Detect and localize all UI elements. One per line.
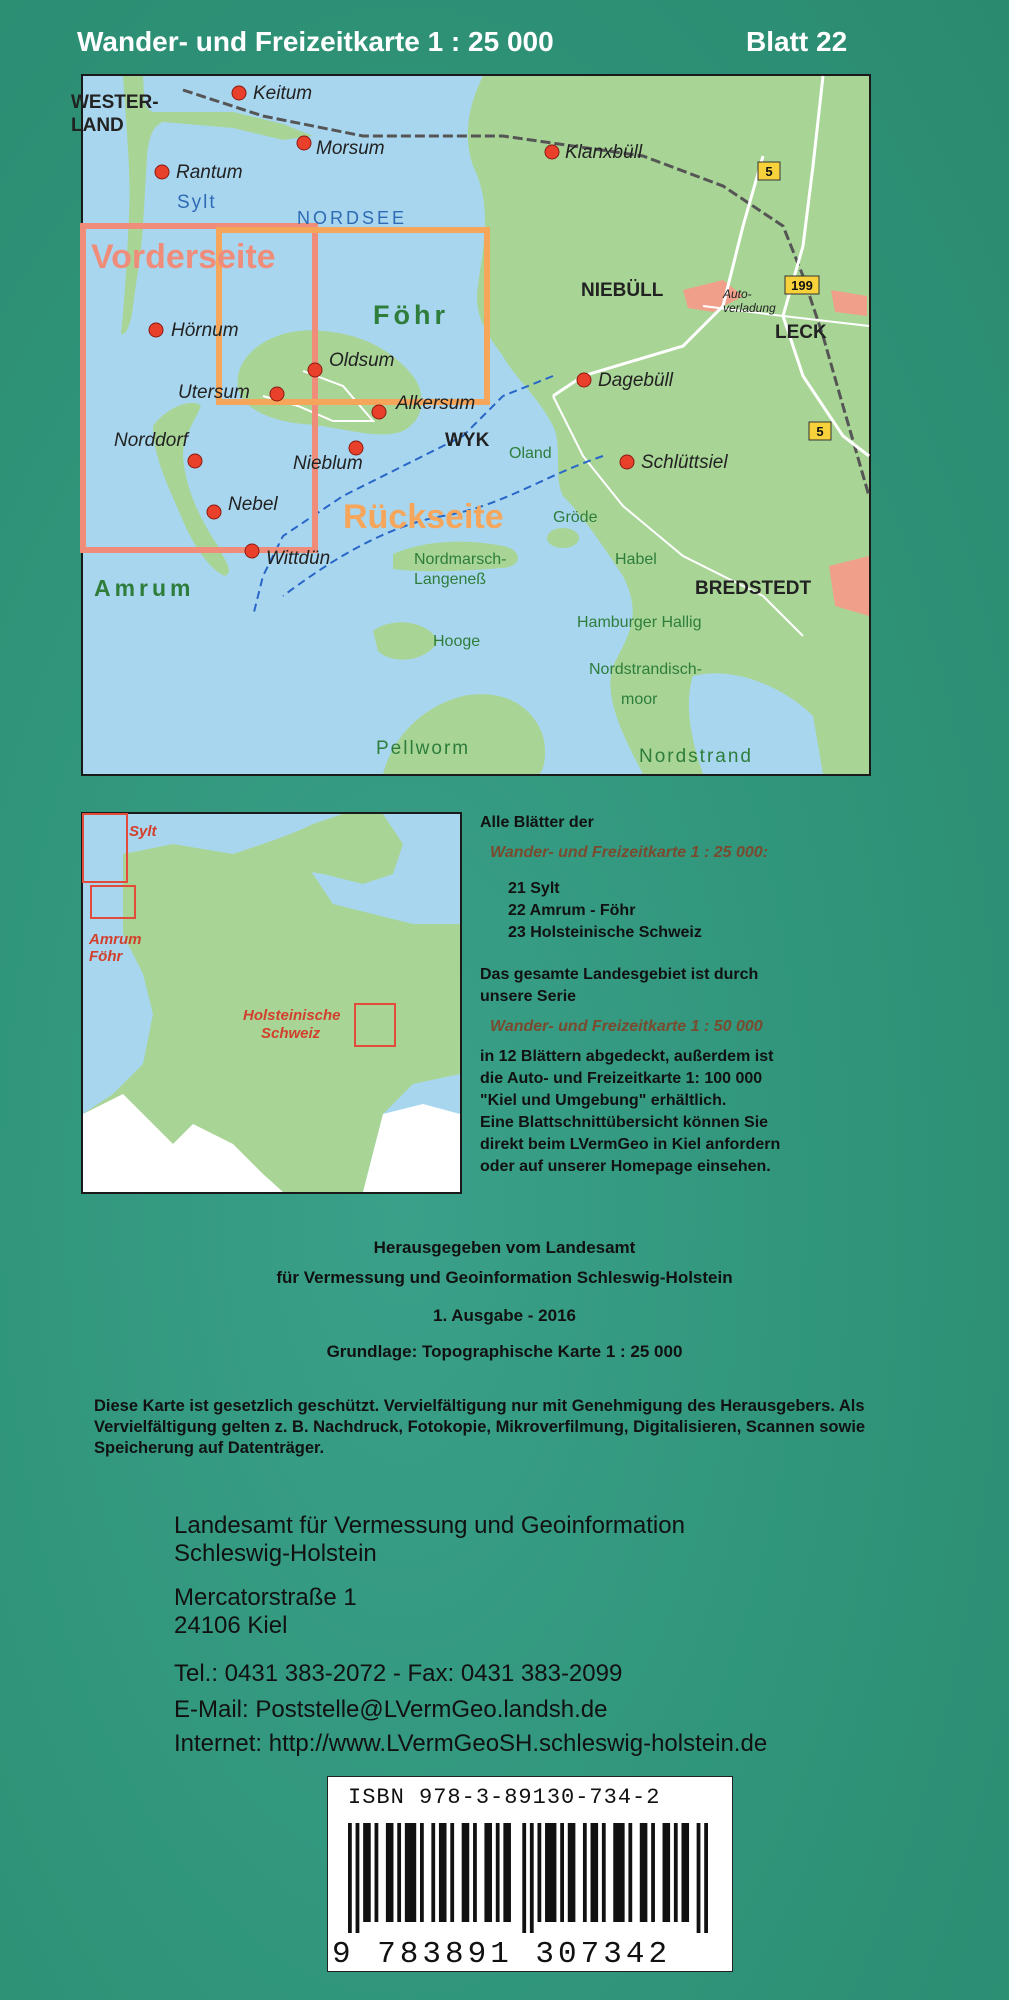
city: 24106 Kiel — [174, 1612, 288, 1639]
label-nordstrandischmoor: moor — [621, 691, 658, 708]
label-autoverladung: verladung — [723, 301, 776, 315]
label-rantum: Rantum — [176, 162, 243, 183]
label-alkersum: Alkersum — [396, 393, 476, 414]
label-amrum: Amrum — [94, 575, 195, 601]
isbn-digits: 9 783891 307342 — [332, 1937, 672, 1972]
publisher-line: für Vermessung und Geoinformation Schleswig-Holstein — [276, 1268, 733, 1287]
edition: 1. Ausgabe - 2016 — [433, 1306, 576, 1325]
series-50-name: Wander- und Freizeitkarte 1 : 50 000 — [490, 1018, 763, 1035]
email[interactable]: E-Mail: Poststelle@LVermGeo.landsh.de — [174, 1696, 608, 1723]
details-line: direkt beim LVermGeo in Kiel anfordern — [480, 1136, 781, 1153]
label-morsum: Morsum — [316, 138, 385, 159]
sheet-item: 23 Holsteinische Schweiz — [508, 924, 702, 941]
website[interactable]: Internet: http://www.LVermGeoSH.schleswig-holstein.de — [174, 1730, 768, 1757]
label-hamburger-hallig: Hamburger Hallig — [577, 614, 702, 631]
label-hoernum: Hörnum — [171, 320, 239, 341]
overview-label-holsteinische: Schweiz — [261, 1025, 321, 1042]
label-wittduen: Wittdün — [266, 548, 331, 569]
label-klanxbuell: Klanxbüll — [565, 142, 643, 163]
label-groede: Gröde — [553, 509, 598, 526]
overview-label-holsteinische: Holsteinische — [243, 1007, 341, 1024]
label-pellworm: Pellworm — [376, 738, 471, 759]
coverage-text: Das gesamte Landesgebiet ist durch — [480, 966, 759, 983]
org-name: Schleswig-Holstein — [174, 1540, 377, 1567]
road-shield — [809, 422, 831, 440]
basis: Grundlage: Topographische Karte 1 : 25 000 — [326, 1342, 683, 1361]
label-wyk: WYK — [445, 430, 490, 451]
label-sylt: Sylt — [177, 192, 217, 213]
sheet-item: 21 Sylt — [508, 880, 560, 897]
details-line: die Auto- und Freizeitkarte 1: 100 000 — [480, 1070, 763, 1087]
street: Mercatorstraße 1 — [174, 1584, 357, 1611]
label-habel: Habel — [615, 551, 657, 568]
label-hooge: Hooge — [433, 633, 481, 650]
label-westerland: WESTER- — [71, 92, 159, 113]
coverage-text: unsere Serie — [480, 988, 577, 1005]
overview-map — [81, 812, 462, 1194]
label-nieblum: Nieblum — [293, 453, 363, 474]
overview-label-amrum: Amrum — [89, 931, 142, 948]
isbn-label: ISBN 978-3-89130-734-2 — [348, 1785, 661, 1810]
label-rueckseite: Rückseite — [343, 498, 504, 536]
label-oland: Oland — [509, 445, 552, 462]
isbn-barcode — [327, 1776, 733, 1972]
sheet-list — [508, 878, 1000, 944]
label-oldsum: Oldsum — [329, 350, 395, 371]
label-nordstrandischmoor: Nordstrandisch- — [589, 661, 702, 678]
label-leck: LECK — [775, 322, 827, 343]
label-nordstrand: Nordstrand — [639, 746, 753, 767]
details-line: in 12 Blättern abgedeckt, außerdem ist — [480, 1048, 774, 1065]
road-shield — [758, 162, 780, 180]
label-nebel: Nebel — [228, 494, 278, 515]
sheets-intro: Alle Blätter der — [480, 814, 594, 831]
org-name: Landesamt für Vermessung und Geoinformation — [174, 1512, 685, 1539]
sheet-number: Blatt 22 — [746, 26, 848, 57]
details-line: "Kiel und Umgebung" erhältlich. — [480, 1092, 727, 1109]
label-schluettsiel: Schlüttsiel — [641, 452, 728, 473]
publisher-line: Herausgegeben vom Landesamt — [373, 1238, 636, 1257]
label-utersum: Utersum — [178, 382, 250, 403]
label-keitum: Keitum — [253, 83, 313, 104]
label-autoverladung: Auto- — [723, 287, 752, 301]
label-vorderseite: Vorderseite — [91, 238, 276, 276]
road-5-label: 5 — [765, 164, 773, 179]
main-map — [71, 74, 871, 776]
road-199-label: 199 — [791, 278, 813, 293]
label-nordmarsch: Nordmarsch- — [414, 551, 507, 568]
sheet-item: 22 Amrum - Föhr — [508, 902, 636, 919]
label-dagebuell: Dagebüll — [598, 370, 673, 391]
label-bredstedt: BREDSTEDT — [695, 578, 812, 599]
overview-label-foehr: Föhr — [89, 948, 123, 965]
phone-fax: Tel.: 0431 383-2072 - Fax: 0431 383-2099 — [174, 1660, 623, 1687]
road-5-label: 5 — [816, 424, 824, 439]
overview-label-sylt: Sylt — [129, 823, 157, 840]
series-title: Wander- und Freizeitkarte 1 : 25 000 — [77, 26, 554, 57]
series-25-name: Wander- und Freizeitkarte 1 : 25 000: — [490, 844, 769, 861]
label-nordmarsch: Langeneß — [414, 571, 487, 588]
label-norddorf: Norddorf — [114, 430, 188, 451]
sheets-info — [480, 812, 1000, 1178]
road-shield — [785, 276, 819, 294]
details-line: oder auf unserer Homepage einsehen. — [480, 1158, 771, 1175]
details-line: Eine Blattschnittübersicht können Sie — [480, 1114, 769, 1131]
label-foehr: Föhr — [373, 300, 449, 330]
label-nordsee: NORDSEE — [297, 208, 408, 228]
label-westerland: LAND — [71, 115, 124, 136]
barcode-bars — [348, 1823, 708, 1933]
label-niebuell: NIEBÜLL — [581, 280, 664, 301]
copyright-notice: Diese Karte ist gesetzlich geschützt. Vervielfältigung nur mit Genehmigung des Herausgebers. Als Vervielfältigung gelten z. B. Nachdruck, Fotokopie, Mikroverfilmung, Digitalisieren, Scannen sowie Speicherung auf Datenträger. — [94, 1397, 866, 1457]
